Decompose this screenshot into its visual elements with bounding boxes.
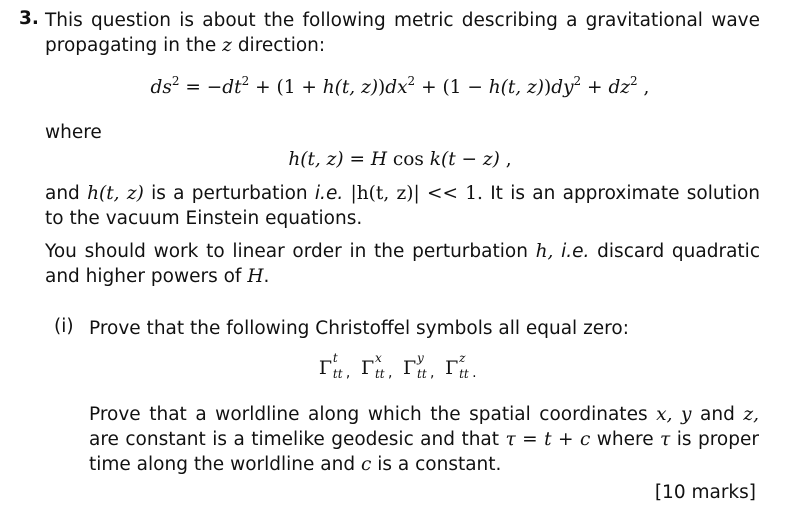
and-word: and — [45, 183, 80, 204]
gamma-t: Γ — [318, 357, 333, 379]
plus-one-minus: + (1 − — [415, 77, 489, 98]
sep-x: , — [387, 365, 393, 381]
period: . — [263, 266, 270, 287]
h-term-2: h — [488, 77, 501, 98]
coord-x: x, — [656, 404, 673, 425]
ds-term: ds — [150, 77, 172, 98]
dz-term: dz — [608, 77, 631, 98]
h-function: h(t, z) — [87, 183, 144, 204]
gamma-z: Γ — [445, 357, 459, 379]
prove-worldline: Prove that a worldline along which the spatial coordinates — [89, 404, 648, 425]
close-dx: ) — [378, 77, 386, 98]
tau-symbol: τ — [660, 429, 671, 450]
wavenumber-k: k — [429, 149, 442, 170]
christoffel-symbol-y — [403, 351, 439, 383]
equals: = — [343, 149, 371, 170]
christoffel-symbol-x — [360, 351, 397, 383]
is-constant: is a constant. — [377, 454, 502, 475]
h-of-tz: h(t, z) — [288, 149, 344, 170]
christoffel-symbol-t — [318, 351, 355, 383]
intro-variable: z — [222, 35, 232, 56]
plus-one-open: + (1 + — [249, 77, 323, 98]
christoffel-symbols — [0, 351, 800, 383]
perturbation-equation — [0, 149, 800, 170]
geodesic-proof-text — [89, 402, 759, 477]
where-word: where — [596, 429, 654, 450]
amplitude-H: H — [370, 149, 388, 170]
proper-time-relation: τ = t + c — [505, 429, 591, 450]
dy-power: 2 — [573, 74, 582, 88]
small-condition: |h(t, z)| << 1. — [350, 183, 483, 204]
lower-index-t: tt — [332, 367, 343, 381]
ds-power: 2 — [171, 74, 180, 88]
plus-dz: + — [581, 77, 609, 98]
part-i-text: Prove that the following Christoffel symbols all equal zero: — [89, 318, 629, 339]
metric-equation — [0, 74, 800, 98]
lower-index-y: tt — [417, 367, 427, 381]
dx-term: dx — [385, 77, 408, 98]
christoffel-symbol-z — [445, 351, 481, 383]
perturbation-comma: , — [499, 149, 512, 170]
upper-index-x: x — [374, 351, 382, 365]
upper-index-y: y — [417, 351, 424, 365]
h-symbol: h, — [535, 241, 554, 262]
lower-index-z: tt — [459, 367, 469, 381]
where-label: where — [45, 122, 102, 143]
dx-power: 2 — [407, 74, 416, 88]
dt-term: dt — [222, 77, 242, 98]
dt-power: 2 — [241, 74, 250, 88]
dz-power: 2 — [630, 74, 638, 88]
ie-abbrev: i.e. — [314, 183, 344, 204]
sep-t: , — [345, 365, 351, 381]
marks-label: [10 marks] — [654, 482, 756, 503]
coord-y: y — [681, 404, 692, 425]
h-args-1: (t, z) — [334, 77, 379, 98]
linear-order-text: You should work to linear order in the perturbation — [45, 241, 528, 262]
discard-text: discard quadratic and higher powers of — [45, 241, 760, 287]
timelike-geodesic-text: are constant is a timelike geodesic and that — [89, 429, 500, 450]
upper-index-z: z — [459, 351, 466, 365]
H-symbol: H — [247, 266, 264, 287]
constant-c: c — [360, 454, 372, 475]
question-number: 3. — [19, 8, 39, 29]
upper-index-t: t — [332, 351, 338, 365]
h-term-1: h — [322, 77, 335, 98]
coord-z: z, — [743, 404, 760, 425]
ie-abbrev-2: i.e. — [561, 241, 590, 262]
close-dy: ) — [544, 77, 552, 98]
intro-end: direction: — [237, 35, 326, 56]
paragraph-linear-order — [45, 239, 760, 289]
part-i-label: (i) — [54, 316, 74, 337]
sep-y: , — [430, 365, 435, 381]
proper-time-text: is proper time along the worldline and — [89, 429, 759, 475]
eq-minus: = − — [179, 77, 223, 98]
question-intro — [45, 8, 760, 58]
paragraph-perturbation — [45, 181, 760, 231]
sep-z: . — [472, 365, 477, 381]
intro-text: This question is about the following metric describing a gravitational wave propagating in the — [45, 10, 760, 56]
lower-index-x: tt — [374, 367, 385, 381]
cos-argument: (t − z) — [441, 149, 500, 170]
metric-comma: , — [637, 77, 650, 98]
gamma-x: Γ — [360, 357, 375, 379]
and-word-2: and — [700, 404, 735, 425]
h-args-2: (t, z) — [500, 77, 545, 98]
gamma-y: Γ — [403, 357, 417, 379]
is-perturbation: is a perturbation — [151, 183, 308, 204]
cos-function: cos — [387, 149, 430, 170]
dy-term: dy — [551, 77, 574, 98]
solution-note: It is an approximate solution to the vacuum Einstein equations. — [45, 183, 761, 229]
